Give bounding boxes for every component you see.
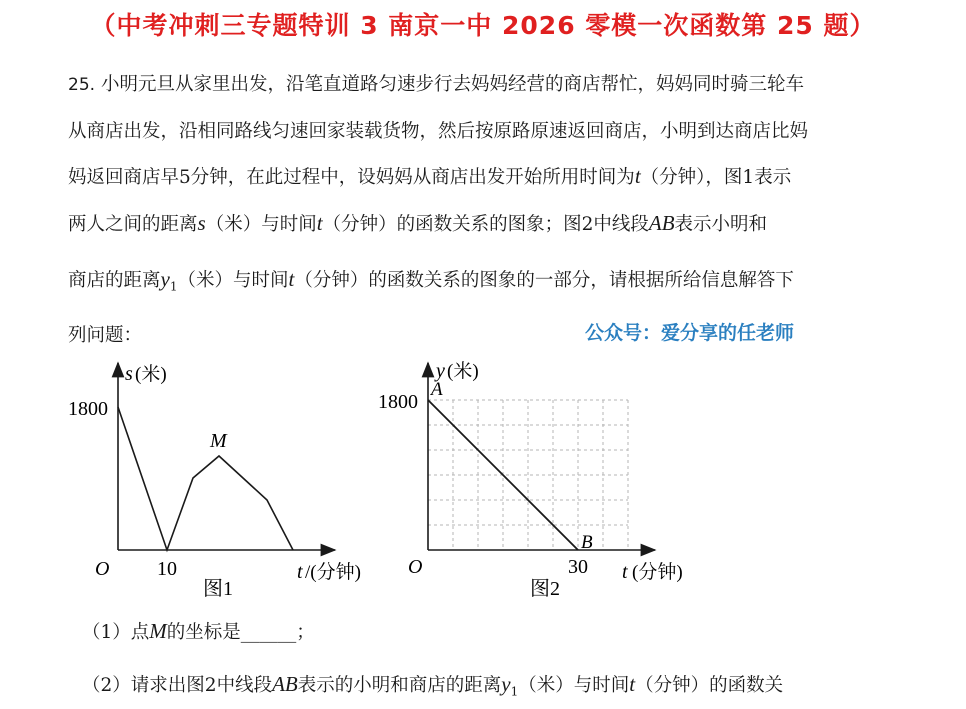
question-text: 表示的小明和商店的距离 [297,675,502,696]
problem-line-4 [68,210,928,236]
origin-label: O [95,558,110,580]
question-number: （2） [82,675,131,696]
question-text: （分钟）的函数关 [635,675,784,696]
y-tick-1800: 1800 [68,398,108,420]
problem-text: 表示小明和 [674,214,768,235]
problem-line-2 [68,117,928,143]
x-tick-30: 30 [568,556,588,578]
problem-text: 分钟，在此过程中，设妈妈从商店出发开始所用时间为 [190,167,635,188]
problem-line-1 [68,70,928,96]
problem-text: 小明元旦从家里出发，沿笔直道路匀速步行去妈妈经营的商店帮忙，妈妈同时骑三轮车 [100,74,804,95]
y-tick-1800: 1800 [378,391,418,413]
question-text: 的坐标是______； [166,622,315,643]
question-text: 点 [130,622,150,643]
x-axis-var: t [297,561,303,583]
x-axis-unit: (分钟) [632,562,683,583]
segment-ab: AB [272,672,298,696]
question-text: 请求出图 [130,675,205,696]
x-axis-var: t [622,561,628,583]
variable-y: y [160,267,170,291]
page-title: （中考冲刺三专题特训 3 南京一中 2026 零模一次函数第 25 题） [90,11,876,40]
subscript-1: 1 [510,684,519,699]
y-axis-var: s [125,363,133,385]
problem-text: 表示 [754,167,792,188]
variable-s: s [197,211,206,235]
variable-t: t [316,211,323,235]
figure-2 [370,355,710,609]
problem-text: （米）与时间 [205,214,317,235]
problem-text: 从商店出发，沿相同路线匀速回家装载货物，然后按原路原速返回商店，小明到达商店比妈 [68,121,809,142]
problem-text: 商店的距离 [68,270,161,291]
figure-1 [55,355,395,609]
variable-t: t [634,164,641,188]
problem-text: （分钟），图 [640,167,743,188]
problem-line-6 [68,321,928,347]
problem-number-value: 1 [742,167,755,188]
variable-y: y [501,672,511,696]
point-b-label: B [581,532,593,553]
problem-text: （米）与时间 [177,270,289,291]
y-axis-unit: (米) [447,361,479,382]
distance-curve [118,407,293,550]
question-text: 中线段 [216,675,273,696]
figure-1-graph [55,355,395,605]
problem-text: 妈返回商店早 [68,167,180,188]
problem-line-5 [68,266,928,294]
problem-text: （分钟）的函数关系的图象的一部分，请根据所给信息解答下 [294,270,794,291]
grid [428,400,628,550]
problem-text: 中线段 [593,214,649,235]
point-m-label: M [210,430,227,452]
problem-text: （分钟）的函数关系的图象；图 [322,214,582,235]
segment-ab: AB [648,211,675,235]
problem-line-3 [68,163,928,189]
question-1 [82,618,315,644]
point-a-label: A [431,379,443,400]
x-axis-unit: /(分钟) [305,562,361,583]
question-text: （米）与时间 [518,675,630,696]
watermark: 公众号：爱分享的任老师 [585,322,795,344]
y-axis-var: y [436,360,445,382]
y-axis-unit: (米) [135,364,167,385]
variable-t: t [288,267,295,291]
subscript-1: 1 [169,279,178,294]
figure-1-caption: 图1 [203,578,233,600]
origin-label: O [408,556,423,578]
point-m: M [149,619,167,643]
problem-text: 列问题： [68,325,143,346]
problem-number-value: 5 [179,167,191,188]
problem-number: 25. [68,75,96,95]
x-tick-10: 10 [157,558,177,580]
problem-text: 两人之间的距离 [68,214,198,235]
variable-t: t [629,672,636,696]
question-number: （1） [82,622,131,643]
question-number-value: 2 [204,675,217,696]
figure-2-graph [370,355,710,605]
question-2 [82,671,783,699]
problem-number-value: 2 [581,214,594,235]
figure-2-caption: 图2 [530,578,560,600]
